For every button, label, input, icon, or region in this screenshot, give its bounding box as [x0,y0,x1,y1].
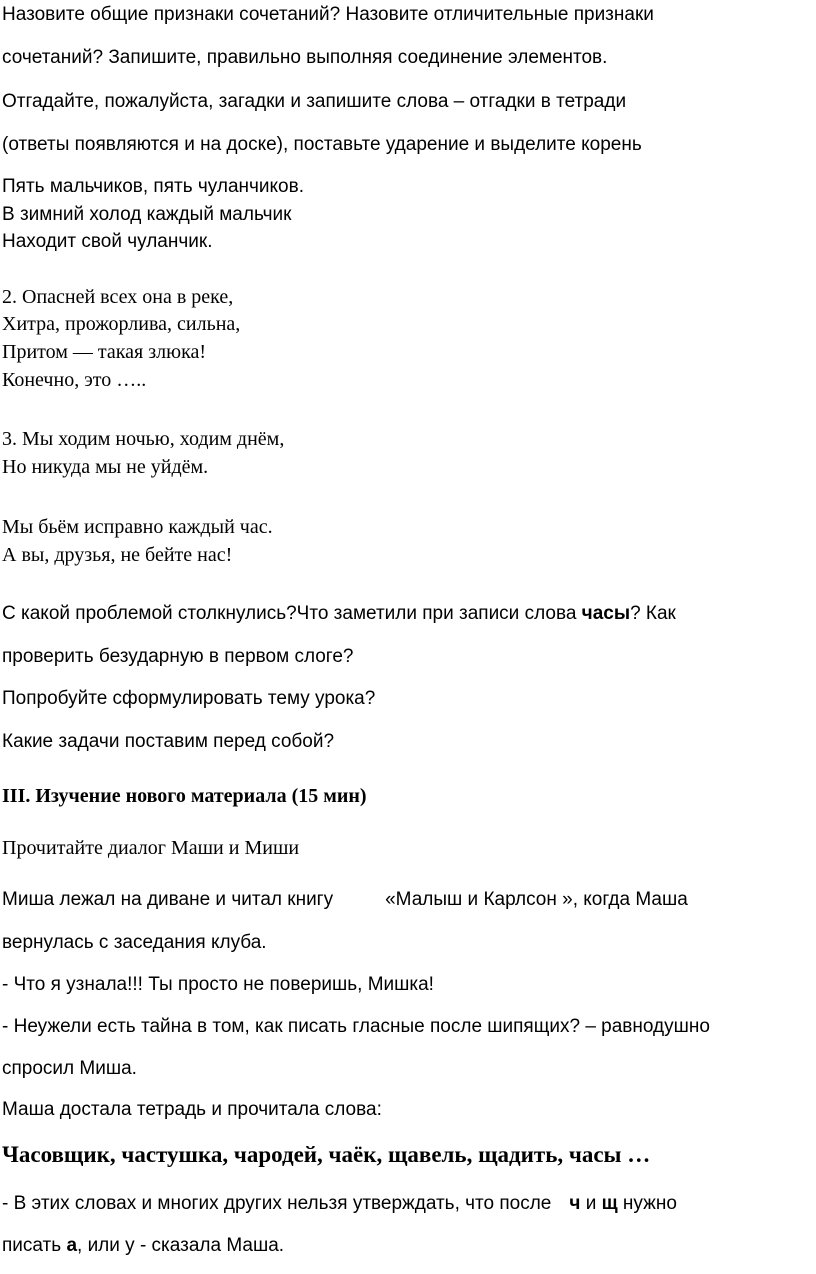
dialog-p5-and: и [580,1193,602,1214]
dialog-p5-start: - В этих словах и многих других нельзя утверждать, что после [2,1193,552,1214]
dialog-paragraph-1-continued: вернулась с заседания клуба. [2,932,267,953]
dialog-p1-start: Миша лежал на диване и читал книгу [2,889,334,910]
letter-sch: щ [601,1193,618,1214]
question-1 [2,603,676,625]
intro-line-4: (ответы появляются и на доске), поставьте ударение и выделите корень [2,134,642,155]
riddle1-line-1: Пять мальчиков, пять чуланчиков. [2,176,304,197]
riddle2-line-1: 2. Опасней всех она в реке, [2,286,234,308]
question-3: Какие задачи поставим перед собой? [2,731,335,752]
question-1-end: ? Как [630,603,676,624]
dialog-p1-book: «Малыш и Карлсон », когда Маша [385,889,688,910]
dialog-paragraph-5 [2,1193,677,1215]
question-2: Попробуйте сформулировать тему урока? [2,688,376,709]
dialog-paragraph-5-continued [2,1235,284,1257]
riddle2-line-2: Хитра, прожорлива, сильна, [2,313,241,335]
intro-line-1: Назовите общие признаки сочетаний? Назовите отличительные признаки [2,4,654,25]
dialog-p5-cont-end: , или у - сказала Маша. [77,1235,285,1256]
riddle3-line-4: А вы, друзья, не бейте нас! [2,544,233,566]
riddle1-line-3: Находит свой чуланчик. [2,231,213,252]
riddle3-line-1: 3. Мы ходим ночью, ходим днём, [2,428,285,450]
dialog-paragraph-2: - Что я узнала!!! Ты просто не поверишь, Мишка! [2,974,434,995]
riddle3-line-2: Но никуда мы не уйдём. [2,456,209,478]
dialog-p5-cont-start: писать [2,1235,67,1256]
read-prompt: Прочитайте диалог Маши и Миши [2,837,300,859]
letter-a: а [66,1235,78,1256]
intro-line-2: сочетаний? Запишите, правильно выполняя соединение элементов. [2,47,608,68]
intro-line-3: Отгадайте, пожалуйста, загадки и запишите слова – отгадки в тетради [2,91,627,112]
riddle3-line-3: Мы бьём исправно каждый час. [2,516,273,538]
riddle2-line-4: Конечно, это ….. [2,369,147,391]
dialog-paragraph-3: - Неужели есть тайна в том, как писать гласные после шипящих? – равнодушно [2,1016,710,1037]
letter-ch: ч [569,1193,581,1214]
dialog-paragraph-4: Маша достала тетрадь и прочитала слова: [2,1099,382,1120]
riddle1-line-2: В зимний холод каждый мальчик [2,204,292,225]
section-heading: III. Изучение нового материала (15 мин) [2,785,367,807]
word-list: Часовщик, частушка, чародей, чаёк, щавель, щадить, часы … [2,1142,651,1167]
question-1-continued: проверить безударную в первом слоге? [2,646,354,667]
question-1-bold-word: часы [581,603,631,624]
riddle2-line-3: Притом — такая злюка! [2,341,207,363]
dialog-paragraph-3-continued: спросил Миша. [2,1058,137,1079]
question-1-text: С какой проблемой столкнулись?Что заметили при записи слова [2,603,582,624]
dialog-paragraph-1 [2,889,688,911]
dialog-p5-end: нужно [617,1193,677,1214]
